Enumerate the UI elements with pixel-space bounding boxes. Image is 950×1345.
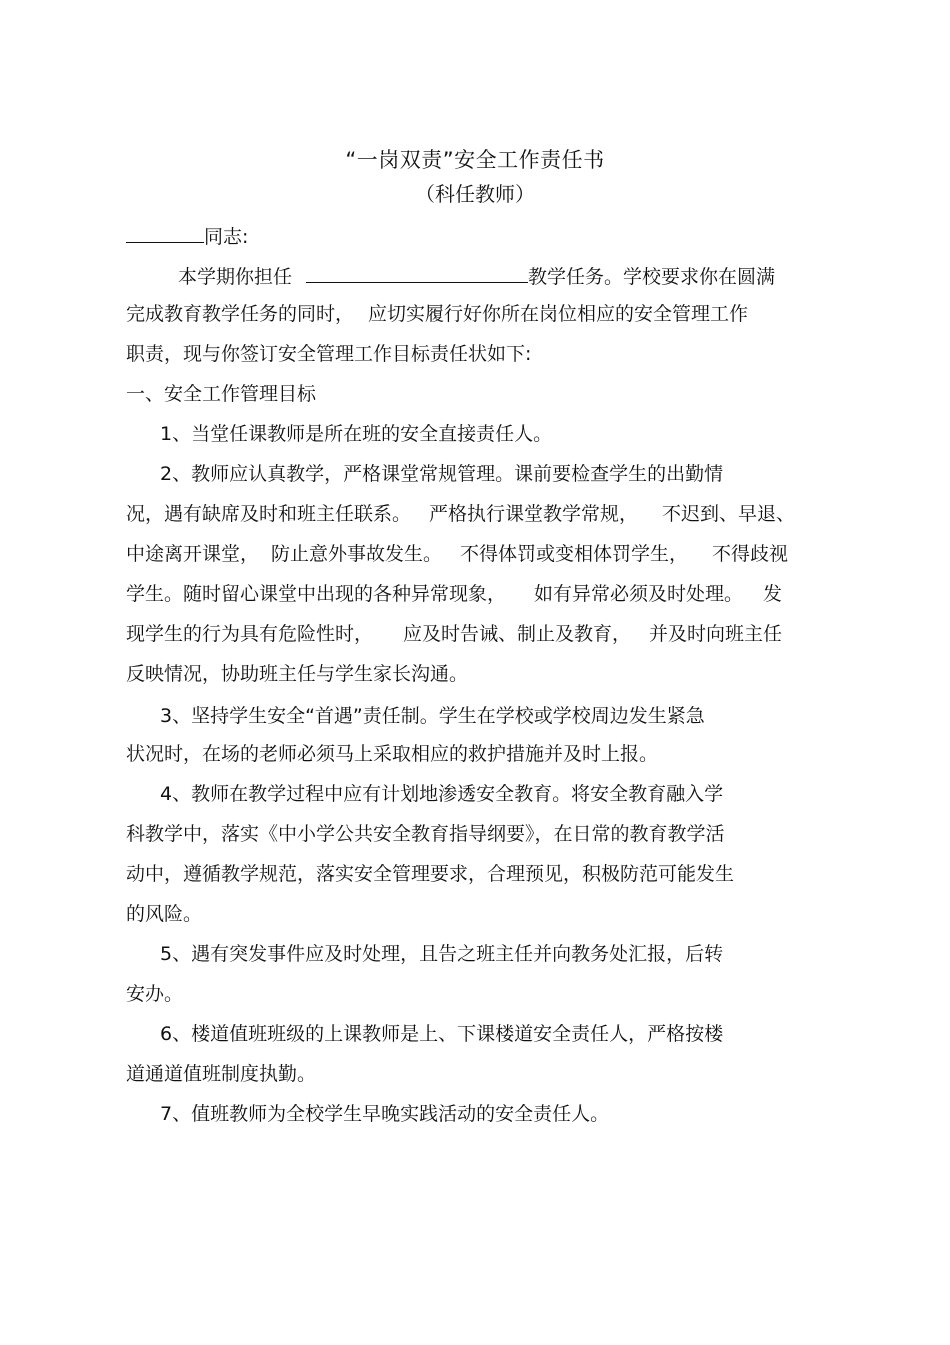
salutation-text: 同志:: [204, 226, 249, 248]
item-1: 1、当堂任课教师是所在班的安全直接责任人。: [160, 423, 553, 445]
subject-blank[interactable]: [306, 262, 528, 283]
item-6-line-2: 道通道值班制度执勤。: [126, 1063, 317, 1085]
item-2-line-2: [126, 501, 795, 527]
item-text: 并及时向班主任: [649, 623, 783, 645]
document-title: “一岗双责”安全工作责任书: [345, 148, 605, 172]
item-4-line-2: 科教学中，落实《中小学公共安全教育指导纲要》，在日常的教育教学活: [126, 823, 725, 845]
item-5-line-2: 安办。: [126, 983, 184, 1005]
item-2-line-6: 反映情况，协助班主任与学生家长沟通。: [126, 663, 469, 685]
intro-text: 应切实履行好你所在岗位相应的安全管理工作: [368, 303, 749, 325]
item-text: 中途离开课堂，: [126, 543, 260, 565]
item-6-line-1: 6、楼道值班班级的上课教师是上、下课楼道安全责任人，严格按楼: [160, 1023, 724, 1045]
item-4-line-4: 的风险。: [126, 903, 203, 925]
item-2-line-3: [126, 541, 788, 567]
item-text: 发: [763, 583, 783, 605]
item-text: 不得歧视: [712, 543, 789, 565]
item-text: 如有异常必须及时处理。: [534, 583, 744, 605]
intro-line-2: [126, 301, 748, 327]
intro-line-1: [178, 262, 775, 290]
intro-suffix: 教学任务。学校要求你在圆满: [528, 266, 776, 288]
item-text: 学生。随时留心课堂中出现的各种异常现象，: [126, 583, 507, 605]
item-text: 防止意外事故发生。: [271, 543, 443, 565]
section-heading: 一、安全工作管理目标: [126, 383, 317, 405]
item-3-line-1: 3、坚持学生安全“首遇”责任制。学生在学校或学校周边发生紧急: [160, 705, 705, 727]
item-text: 况，遇有缺席及时和班主任联系。: [126, 503, 412, 525]
intro-text: 完成教育教学任务的同时，: [126, 303, 355, 325]
item-4-line-3: 动中，遵循教学规范，落实安全管理要求，合理预见，积极防范可能发生: [126, 863, 735, 885]
salutation-line: [126, 222, 248, 250]
item-2-line-1: 2、教师应认真教学，严格课堂常规管理。课前要检查学生的出勤情: [160, 463, 724, 485]
item-text: 不迟到、早退、: [662, 503, 796, 525]
item-7: 7、值班教师为全校学生早晚实践活动的安全责任人。: [160, 1103, 610, 1125]
item-text: 严格执行课堂教学常规，: [429, 503, 639, 525]
item-text: 不得体罚或变相体罚学生，: [460, 543, 689, 565]
name-blank[interactable]: [126, 222, 204, 243]
item-2-line-4: [126, 581, 782, 607]
item-5-line-1: 5、遇有突发事件应及时处理，且告之班主任并向教务处汇报，后转: [160, 943, 724, 965]
item-3-line-2: 状况时，在场的老师必须马上采取相应的救护措施并及时上报。: [126, 743, 659, 765]
item-text: 应及时告诫、制止及教育，: [403, 623, 632, 645]
item-text: 现学生的行为具有危险性时，: [126, 623, 374, 645]
document-subtitle: （科任教师）: [415, 182, 535, 206]
intro-prefix: 本学期你担任: [178, 266, 293, 288]
item-2-line-5: [126, 621, 782, 647]
item-4-line-1: 4、教师在教学过程中应有计划地渗透安全教育。将安全教育融入学: [160, 783, 724, 805]
intro-line-3: 职责，现与你签订安全管理工作目标责任状如下:: [126, 343, 532, 365]
